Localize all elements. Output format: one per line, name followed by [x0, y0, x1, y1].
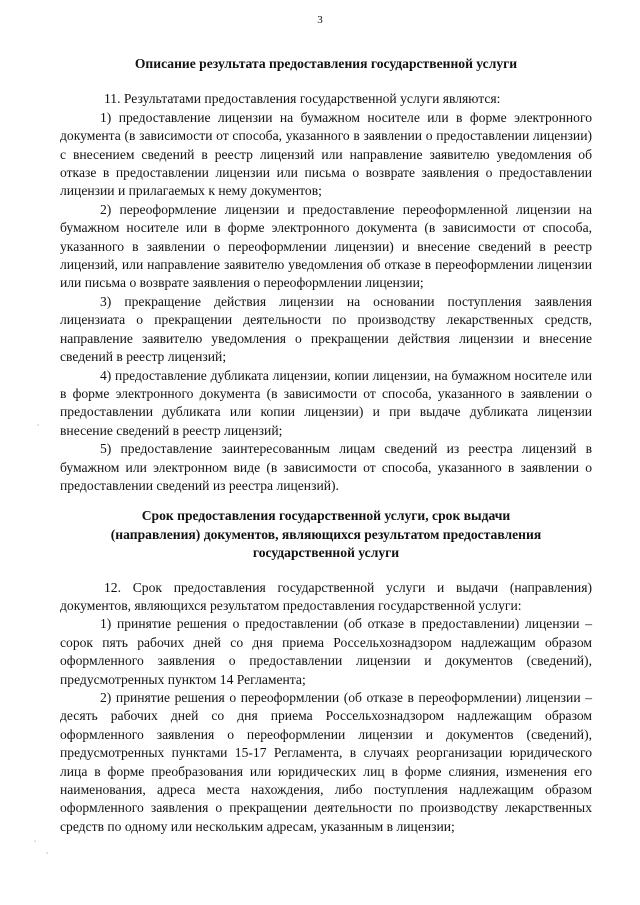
scan-artifact-mark: ⸱: [37, 421, 40, 430]
paragraph-11-item-2: 2) переоформление лицензии и предоставление переоформленной лицензии на бумажном носителе или в форме электронного документа (в зависимости от способа, указанного в заявлении о переоформлении лицензии) и внесение сведений в реестр лицензий, или направление заявителю уведомления об отказе в переоформлении лицензии или письма о возврате заявления о переоформлении лицензии;: [60, 201, 592, 291]
paragraph-12: 12. Срок предоставления государственной услуги и выдачи (направления) документов, являющихся результатом предоставления государственной услуги:: [60, 579, 592, 613]
paragraph-11-item-1: 1) предоставление лицензии на бумажном носителе или в форме электронного документа (в зависимости от способа, указанного в заявлении о предоставлении лицензии) с внесением сведений в реестр лицензий или направление заявителю уведомления об отказе в предоставлении лицензии или письма о возврате заявления о предоставлении лицензии и прилагаемых к нему документов;: [60, 109, 592, 199]
paragraph-11-item-4: 4) предоставление дубликата лицензии, копии лицензии, на бумажном носителе или в форме электронного документа (в зависимости от способа, указанного в заявлении о предоставлении дубликата или копии лицензии) и при выдаче дубликата лицензии внесение сведений в реестр лицензий;: [60, 367, 592, 438]
section-heading-term: [60, 507, 592, 562]
paragraph-11-item-3: 3) прекращение действия лицензии на основании поступления заявления лицензиата о прекращении деятельности по производству лекарственных средств, направление заявителю уведомления о прекращении действия лицензии и внесение сведений в реестр лицензий;: [60, 293, 592, 365]
page-number: 3: [317, 14, 323, 26]
section-heading-term-line-3: государственной услуги: [252, 545, 400, 561]
section-heading-result: Описание результата предоставления государственной услуги: [134, 56, 518, 71]
paragraph-12-item-2: 2) принятие решения о переоформлении (об отказе в переоформлении) лицензии – десять рабочих дней со дня приема Россельхознадзором надлежащим образом оформленного заявления о переоформлении лицензии и документов (сведений), предусмотренных пунктами 15-17 Регламента, в случаях реорганизации юридического лица в форме преобразования или юридических лиц в форме слияния, изменения его наименования, адреса места нахождения, либо поступления надлежащим образом оформленного заявления о прекращении деятельности по производству лекарственных средств по одному или нескольким адресам, указанным в лицензии;: [60, 690, 592, 834]
scan-artifact-mark: ⸱: [46, 849, 49, 858]
paragraph-12-item-1: 1) принятие решения о предоставлении (об отказе в предоставлении) лицензии – сорок пять рабочих дней со дня приема Россельхознадзором надлежащим образом оформленного заявления о предоставлении лицензии и документов (сведений), предусмотренных пунктом 14 Регламента;: [60, 616, 592, 687]
paragraph-11-item-5: 5) предоставление заинтересованным лицам сведений из реестра лицензий в бумажном или электронном виде (в зависимости от способа, указанного в заявлении о предоставлении сведений из реестра лицензий).: [60, 441, 592, 493]
paragraph-11: 11. Результатами предоставления государственной услуги являются:: [104, 91, 501, 107]
section-heading-term-line-2: (направления) документов, являющихся результатом предоставления: [110, 526, 542, 542]
document-body: [60, 55, 592, 836]
scan-artifact-mark: ⸱: [34, 837, 37, 846]
section-heading-term-line-1: Срок предоставления государственной услуги, срок выдачи: [141, 508, 511, 524]
